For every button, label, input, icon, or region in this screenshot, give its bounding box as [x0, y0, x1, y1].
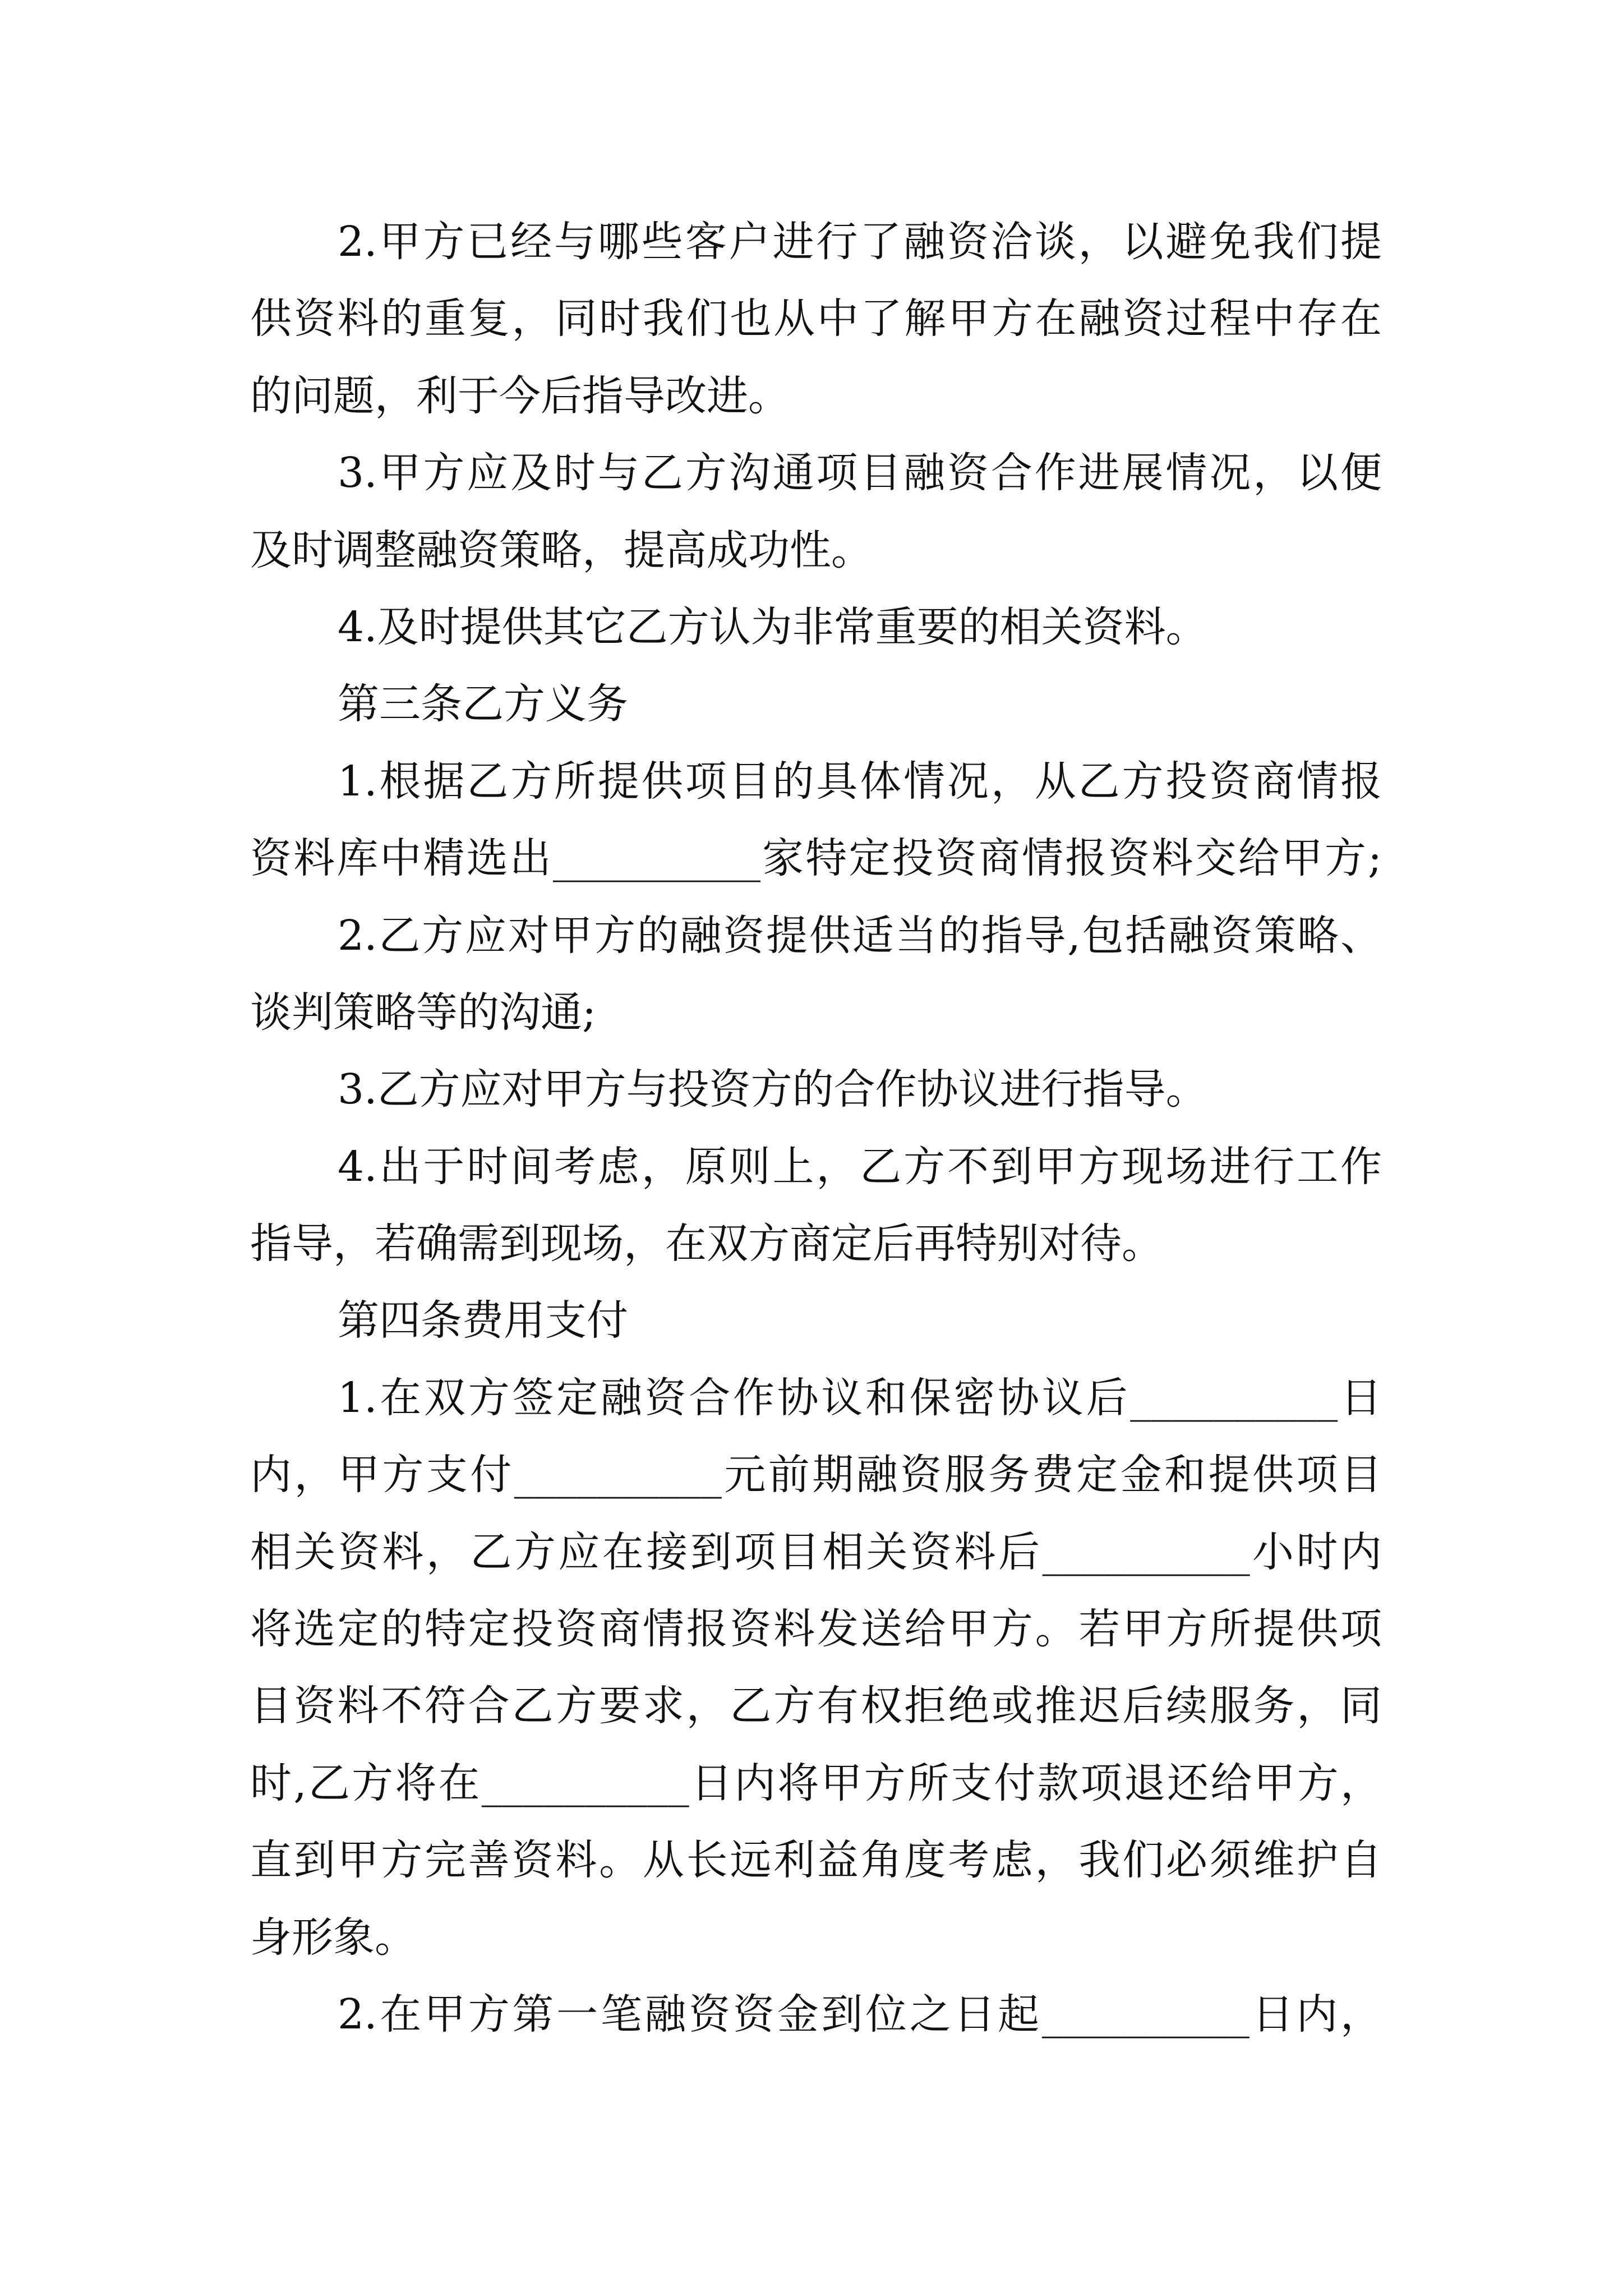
- paragraph-line: 时,乙方将在__________日内将甲方所支付款项退还给甲方，: [250, 1759, 1382, 1807]
- paragraph-line: 目资料不符合乙方要求，乙方有权拒绝或推迟后续服务，同: [250, 1682, 1382, 1731]
- party-b-item-1: [250, 743, 1382, 898]
- party-b-item-3: [250, 1051, 1382, 1128]
- paragraph-line: 相关资料，乙方应在接到项目相关资料后__________小时内: [250, 1527, 1382, 1576]
- paragraph-line: 直到甲方完善资料。从长远利益角度考虑，我们必须维护自: [250, 1836, 1382, 1885]
- party-a-item-2: [250, 204, 1382, 435]
- section-heading: 第三条乙方义务: [338, 680, 628, 729]
- paragraph-line: 2.甲方已经与哪些客户进行了融资洽谈，以避免我们提: [338, 218, 1382, 266]
- paragraph-line: 2.乙方应对甲方的融资提供适当的指导,包括融资策略、: [338, 911, 1382, 960]
- paragraph-line: 3.甲方应及时与乙方沟通项目融资合作进展情况，以便: [338, 449, 1382, 498]
- payment-item-1: [250, 1360, 1382, 1976]
- paragraph-line: 4.出于时间考虑，原则上，乙方不到甲方现场进行工作: [338, 1142, 1382, 1191]
- paragraph-line: 谈判策略等的沟通;: [250, 988, 596, 1037]
- paragraph-line: 将选定的特定投资商情报资料发送给甲方。若甲方所提供项: [250, 1605, 1382, 1654]
- party-b-item-4: [250, 1129, 1382, 1283]
- party-a-item-4: [250, 589, 1382, 666]
- paragraph-line: 资料库中精选出__________家特定投资商情报资料交给甲方;: [250, 834, 1382, 883]
- paragraph-line: 及时调整融资策略，提高成功性。: [250, 526, 873, 574]
- paragraph-line: 1.根据乙方所提供项目的具体情况，从乙方投资商情报: [338, 757, 1382, 806]
- paragraph-line: 的问题，利于今后指导改进。: [250, 371, 790, 420]
- party-a-item-3: [250, 435, 1382, 589]
- paragraph-line: 2.在甲方第一笔融资资金到位之日起__________日内，: [338, 1990, 1382, 2039]
- section-heading-article-4: [250, 1282, 1382, 1359]
- section-heading: 第四条费用支付: [338, 1296, 628, 1345]
- paragraph-line: 1.在双方签定融资合作协议和保密协议后__________日: [338, 1373, 1382, 1422]
- payment-item-2: [250, 1976, 1382, 2053]
- section-heading-article-3: [250, 666, 1382, 743]
- paragraph-line: 供资料的重复，同时我们也从中了解甲方在融资过程中存在: [250, 295, 1382, 343]
- paragraph-line: 身形象。: [250, 1913, 416, 1962]
- paragraph-line: 指导，若确需到现场，在双方商定后再特别对待。: [250, 1220, 1163, 1268]
- paragraph-line: 内，甲方支付__________元前期融资服务费定金和提供项目: [250, 1451, 1382, 1499]
- party-b-item-2: [250, 898, 1382, 1052]
- paragraph-line: 3.乙方应对甲方与投资方的合作协议进行指导。: [338, 1065, 1207, 1114]
- document-body: [250, 204, 1382, 2053]
- paragraph-line: 4.及时提供其它乙方认为非常重要的相关资料。: [338, 602, 1207, 651]
